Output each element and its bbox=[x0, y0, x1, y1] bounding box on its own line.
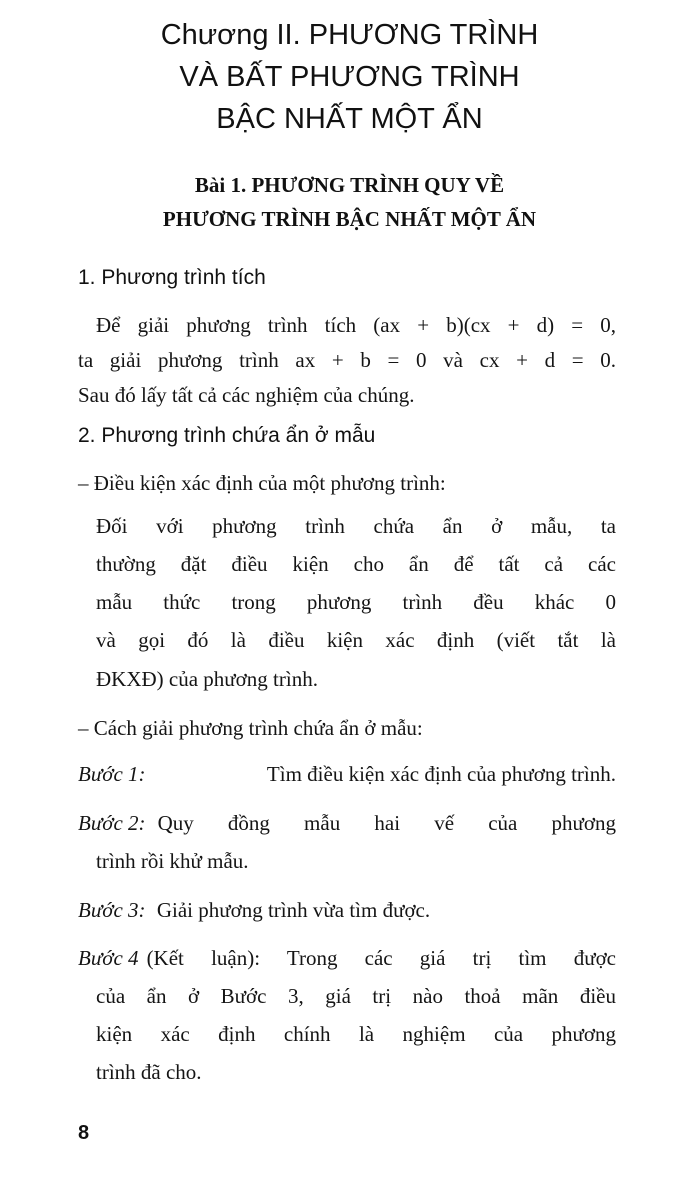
step-text: trình rồi khử mẫu. bbox=[96, 849, 249, 873]
section-1-line: ta giải phương trình ax + b = 0 và cx + d = 0. bbox=[78, 348, 616, 372]
step-label: Bước 3: bbox=[78, 898, 146, 922]
step-text: kiện xác định chính là nghiệm của phương bbox=[96, 1022, 616, 1046]
lesson-title bbox=[0, 168, 699, 236]
step-1 bbox=[78, 762, 616, 787]
section-1-line: Sau đó lấy tất cả các nghiệm của chúng. bbox=[78, 383, 415, 407]
step-label: Bước 4 bbox=[78, 946, 139, 970]
lesson-title-line: PHƯƠNG TRÌNH BẬC NHẤT MỘT ẨN bbox=[162, 207, 537, 231]
condition-line: thường đặt điều kiện cho ẩn để tất cả các bbox=[96, 552, 616, 576]
page-number: 8 bbox=[78, 1122, 90, 1144]
condition-line: mẫu thức trong phương trình đều khác 0 bbox=[96, 590, 616, 614]
section-1-line: Để giải phương trình tích (ax + b)(cx + d) = 0, bbox=[96, 313, 616, 337]
lesson-title-line: Bài 1. PHƯƠNG TRÌNH QUY VỀ bbox=[194, 173, 505, 197]
step-text: Tìm điều kiện xác định của phương trình. bbox=[266, 762, 616, 786]
step-label: Bước 2: bbox=[78, 811, 146, 835]
section-1-heading: 1. Phương trình tích bbox=[78, 266, 266, 289]
chapter-title-line: VÀ BẤT PHƯƠNG TRÌNH bbox=[179, 61, 520, 93]
chapter-title-line: BẬC NHẤT MỘT ẨN bbox=[216, 103, 483, 135]
step-text: Giải phương trình vừa tìm được. bbox=[156, 898, 431, 922]
step-label: Bước 1: bbox=[78, 762, 146, 786]
step-text: (Kết luận): Trong các giá trị tìm được bbox=[146, 946, 616, 970]
step-text: của ẩn ở Bước 3, giá trị nào thoả mãn điều bbox=[96, 984, 616, 1008]
section-2-heading: 2. Phương trình chứa ẩn ở mẫu bbox=[78, 424, 376, 447]
step-text: trình đã cho. bbox=[96, 1060, 202, 1084]
condition-title: – Điều kiện xác định của một phương trình: bbox=[78, 471, 446, 495]
step-2 bbox=[78, 811, 616, 836]
step-text: Quy đồng mẫu hai vế của phương bbox=[157, 811, 616, 835]
step-4 bbox=[78, 946, 616, 971]
chapter-title-line: Chương II. PHƯƠNG TRÌNH bbox=[160, 19, 539, 51]
condition-line: và gọi đó là điều kiện xác định (viết tắt là bbox=[96, 628, 616, 652]
step-3 bbox=[78, 898, 430, 923]
condition-line: Đối với phương trình chứa ẩn ở mẫu, ta bbox=[96, 514, 616, 538]
condition-line: ĐKXĐ) của phương trình. bbox=[96, 667, 318, 691]
chapter-title bbox=[0, 14, 699, 140]
method-title: – Cách giải phương trình chứa ẩn ở mẫu: bbox=[78, 716, 423, 740]
